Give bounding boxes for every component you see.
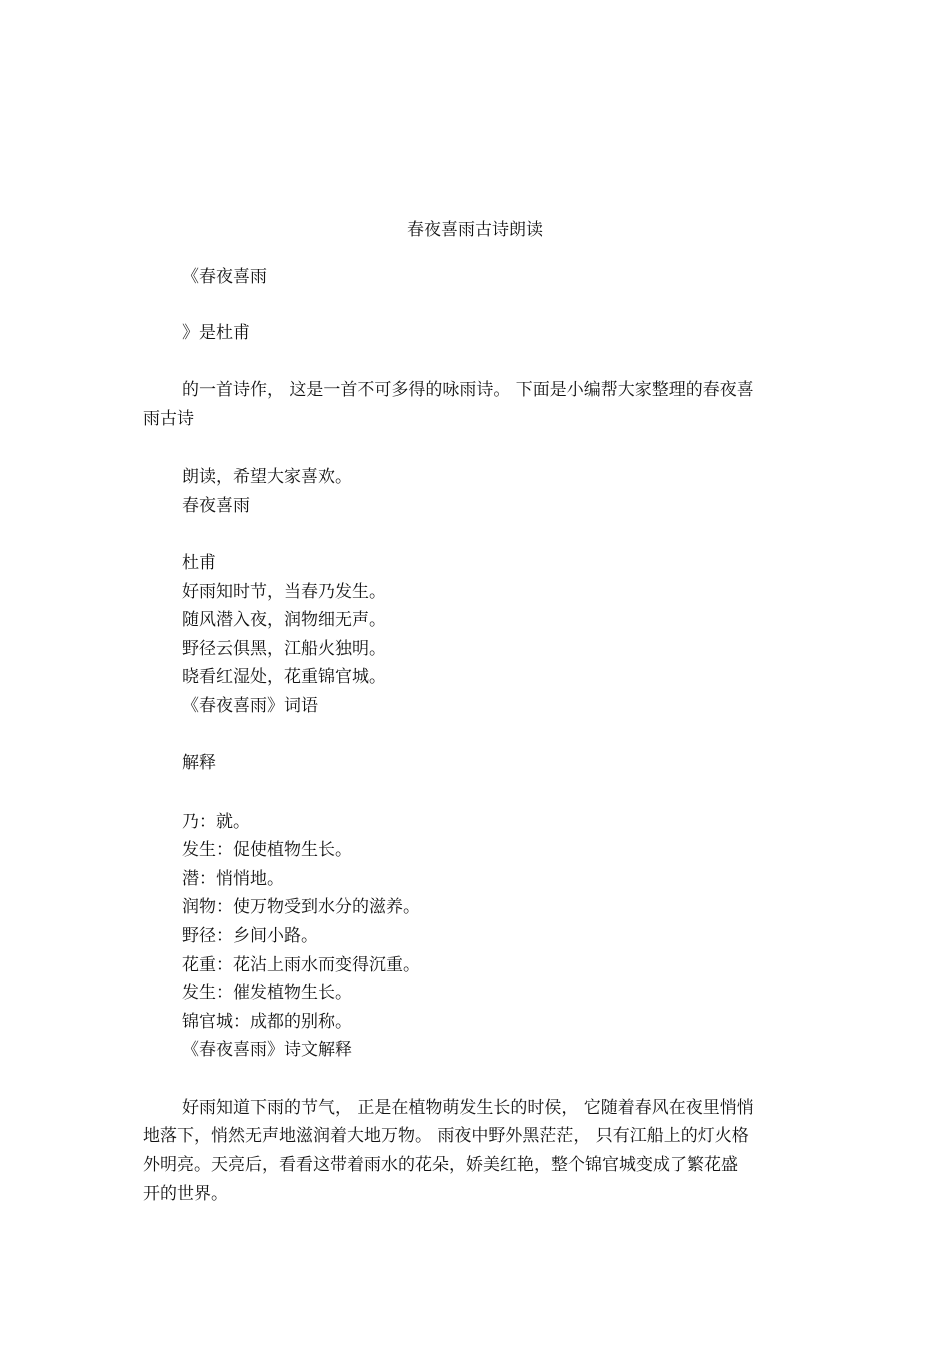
glossary-entry: 花重：花沾上雨水而变得沉重。 (182, 955, 420, 975)
translation-line: 开的世界。 (143, 1184, 228, 1204)
poem-line: 好雨知时节，当春乃发生。 (182, 582, 386, 602)
translation-heading: 《春夜喜雨》诗文解释 (182, 1040, 352, 1060)
poem-title: 春夜喜雨 (182, 496, 250, 516)
glossary-entry: 野径：乡间小路。 (182, 926, 318, 946)
glossary-entry: 潜：悄悄地。 (182, 869, 284, 889)
poem-line: 晓看红湿处，花重锦官城。 (182, 667, 386, 687)
poem-line: 野径云俱黑，江船火独明。 (182, 639, 386, 659)
glossary-entry: 发生：促使植物生长。 (182, 840, 352, 860)
poem-author: 杜甫 (182, 553, 216, 573)
intro-line-1: 《春夜喜雨 (182, 267, 267, 287)
glossary-heading-2: 解释 (182, 753, 216, 773)
document-title: 春夜喜雨古诗朗读 (407, 220, 543, 240)
glossary-entry: 润物：使万物受到水分的滋养。 (182, 897, 420, 917)
translation-line: 好雨知道下雨的节气， 正是在植物萌发生长的时侯， 它随着春风在夜里悄悄 (182, 1098, 754, 1118)
translation-line: 地落下，悄然无声地滋润着大地万物。 雨夜中野外黑茫茫， 只有江船上的灯火格 (143, 1126, 749, 1146)
glossary-entry: 锦官城：成都的别称。 (182, 1012, 352, 1032)
poem-line: 随风潜入夜，润物细无声。 (182, 610, 386, 630)
intro-line-5: 朗读，希望大家喜欢。 (182, 467, 352, 487)
intro-line-3: 的一首诗作， 这是一首不可多得的咏雨诗。 下面是小编帮大家整理的春夜喜 (182, 380, 754, 400)
glossary-entry: 乃：就。 (182, 812, 250, 832)
glossary-entry: 发生：催发植物生长。 (182, 983, 352, 1003)
glossary-heading-1: 《春夜喜雨》词语 (182, 696, 318, 716)
translation-line: 外明亮。天亮后，看看这带着雨水的花朵，娇美红艳，整个锦官城变成了繁花盛 (143, 1155, 738, 1175)
intro-line-4: 雨古诗 (143, 409, 194, 429)
intro-line-2: 》是杜甫 (182, 323, 250, 343)
